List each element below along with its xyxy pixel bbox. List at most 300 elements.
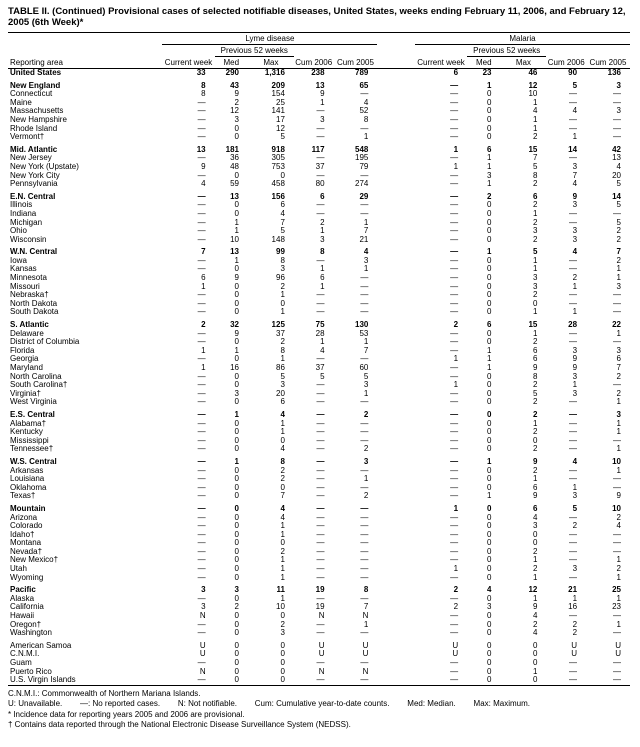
malaria-current-week-cell: 1 (453, 503, 459, 513)
lyme-cum-2006-cell: — (316, 565, 325, 574)
malaria-max-cell: 9 (532, 603, 538, 612)
lyme-cum-2005-cell: 1 (363, 218, 369, 227)
malaria-med-cell: 0 (487, 445, 492, 454)
malaria-max-cell: 2 (532, 398, 538, 407)
malaria-cum-2006-cell: 9 (572, 191, 578, 201)
lyme-cum-2006-cell: U (318, 650, 325, 659)
malaria-cum-2005-cell: — (613, 338, 621, 347)
malaria-med-cell: 0 (487, 612, 492, 621)
lyme-current-week-cell: 7 (201, 247, 206, 257)
malaria-current-week-cell: — (450, 364, 459, 372)
malaria-cum-2006-cell: — (569, 256, 578, 265)
malaria-cum-2005-cell: — (613, 475, 621, 484)
malaria-cum-2006-cell: 2 (572, 274, 578, 283)
lyme-max-cell: 20 (276, 389, 285, 398)
malaria-max-cell: 0 (532, 659, 538, 667)
lyme-cum-2005-cell: — (360, 539, 369, 548)
malaria-cum-2006-cell: 4 (572, 180, 578, 189)
malaria-current-week-cell: — (450, 291, 459, 300)
lyme-cum-2006-cell: — (316, 389, 325, 398)
lyme-current-week-cell: — (197, 389, 206, 398)
lyme-max-cell: 458 (271, 180, 285, 189)
malaria-cum-2006-cell: — (569, 90, 578, 99)
lyme-cum-2006-cell: — (316, 419, 325, 428)
lyme-cum-2005-cell: 5 (363, 372, 369, 381)
malaria-med-cell: 0 (487, 256, 492, 265)
lyme-current-week-cell: — (197, 115, 206, 124)
group-spacer-cell (377, 612, 415, 621)
lyme-max-cell: 209 (271, 80, 285, 90)
lyme-max-cell: 1 (280, 573, 285, 582)
lyme-cum-2006-cell: 1 (320, 227, 325, 236)
malaria-med-cell: 0 (487, 503, 492, 513)
malaria-max-cell: 2 (532, 218, 538, 227)
malaria-cum-2006-cell: — (569, 124, 578, 133)
table-row (8, 428, 630, 437)
lyme-current-week-cell: 3 (201, 585, 206, 595)
table-row (8, 227, 630, 236)
table-row (8, 274, 630, 283)
malaria-med-cell: 0 (487, 90, 492, 99)
malaria-cum-2006-cell: 3 (572, 235, 578, 244)
table-row (8, 668, 630, 677)
malaria-cum-2005-cell: 1 (616, 556, 621, 565)
malaria-med-cell: 2 (487, 191, 492, 201)
malaria-current-week-cell: — (450, 90, 459, 99)
table-row (8, 69, 630, 78)
malaria-cum-2005-cell: — (613, 530, 621, 539)
group-spacer-cell (377, 210, 415, 219)
group-spacer-cell (377, 355, 415, 364)
malaria-max-cell: 2 (532, 235, 538, 244)
lyme-cum-2005-cell: 52 (359, 107, 369, 116)
table-row (8, 621, 630, 630)
malaria-current-week-cell: — (450, 191, 459, 201)
malaria-cum-2005-cell: 5 (616, 201, 621, 210)
malaria-med-cell: 1 (487, 364, 492, 372)
malaria-cum-2006-cell: 3 (572, 227, 578, 236)
malaria-current-week-cell: — (450, 265, 459, 274)
lyme-cum-2005-cell: — (360, 503, 369, 513)
malaria-cum-2005-cell: — (613, 612, 621, 621)
lyme-max-cell: 2 (280, 466, 285, 475)
malaria-cum-2005-cell: — (613, 308, 621, 317)
malaria-cum-2005-cell: 1 (616, 419, 621, 428)
lyme-med-cell: 13 (230, 191, 239, 201)
lyme-med-cell: 3 (234, 585, 239, 595)
malaria-med-cell: 0 (487, 539, 492, 548)
lyme-cum-2006-cell: — (316, 171, 325, 180)
table-row (8, 330, 630, 339)
lyme-current-week-cell: — (197, 124, 206, 133)
lyme-current-week-cell: — (197, 291, 206, 300)
lyme-med-cell: 0 (234, 201, 239, 210)
reporting-area-cell: Montana (10, 539, 42, 548)
malaria-max-cell: 0 (532, 299, 538, 308)
malaria-current-week-cell: — (450, 676, 459, 685)
malaria-current-week-cell: 2 (453, 603, 459, 612)
malaria-med-cell: 1 (487, 80, 492, 90)
table-row (8, 420, 630, 429)
lyme-med-cell: 2 (234, 98, 239, 107)
group-spacer-cell (377, 364, 415, 373)
lyme-cum-2005-cell: 60 (359, 364, 369, 372)
malaria-cum-2005-cell: 2 (616, 256, 621, 265)
group-spacer-cell (377, 300, 415, 309)
malaria-med-cell: 0 (487, 522, 492, 531)
lyme-cum-2006-cell: — (316, 659, 325, 667)
lyme-current-week-cell: — (197, 503, 206, 513)
table-row (8, 484, 630, 493)
lyme-current-week-cell: — (197, 547, 206, 556)
malaria-cum-2005-cell: 2 (616, 372, 621, 381)
lyme-med-cell: 0 (234, 291, 239, 300)
malaria-max-cell: 12 (528, 80, 538, 90)
group-spacer-cell (377, 629, 415, 638)
malaria-cum-2005-cell: 7 (616, 247, 621, 257)
lyme-max-cell: 2 (280, 282, 285, 291)
table-row (8, 612, 630, 621)
table-row (8, 210, 630, 219)
malaria-max-cell: 0 (532, 676, 538, 685)
malaria-cum-2006-cell: — (569, 475, 578, 484)
malaria-med-cell: 1 (487, 492, 492, 501)
lyme-cum-2005-cell: — (360, 171, 369, 180)
malaria-med-cell: 0 (487, 329, 492, 338)
lyme-current-week-cell: 13 (196, 144, 206, 154)
group-spacer-cell (377, 189, 415, 202)
malaria-max-cell: 4 (532, 513, 538, 522)
lyme-max-cell: 753 (271, 162, 285, 171)
malaria-current-week-cell: — (450, 218, 459, 227)
malaria-current-week-cell: — (450, 107, 459, 116)
malaria-med-cell: 0 (487, 428, 492, 437)
lyme-cum-2006-cell: — (316, 530, 325, 539)
malaria-max-cell: 1 (532, 209, 538, 218)
malaria-max-cell: 2 (532, 409, 538, 419)
lyme-cum-2005-cell: — (360, 629, 369, 638)
reporting-area-cell: W.N. Central (10, 247, 58, 257)
lyme-max-cell: 2 (280, 338, 285, 347)
lyme-med-cell: 1 (234, 409, 239, 419)
table-row (8, 78, 630, 91)
malaria-cum-2006-cell: — (569, 612, 578, 621)
group-spacer-cell (377, 582, 415, 595)
reporting-area-cell: Wyoming (10, 573, 44, 582)
reporting-area-cell: Pacific (10, 585, 36, 595)
malaria-med-cell: 3 (487, 171, 492, 180)
lyme-current-week-cell: — (197, 594, 206, 603)
group-spacer-cell (377, 90, 415, 99)
reporting-area-cell: North Carolina (10, 372, 62, 381)
lyme-cum-2005-cell: — (360, 419, 369, 428)
lyme-med-cell: 0 (234, 372, 239, 381)
reporting-area-cell: Virginia† (10, 389, 41, 398)
lyme-max-cell: 0 (280, 612, 285, 621)
lyme-cum-2006-cell: — (316, 428, 325, 437)
group-spacer-cell (377, 308, 415, 317)
malaria-max-cell: 5 (532, 162, 538, 171)
lyme-max-cell: 3 (280, 265, 285, 274)
lyme-max-cell: 6 (280, 398, 285, 407)
malaria-med-cell: 0 (487, 338, 492, 347)
malaria-med-cell: 0 (487, 475, 492, 484)
malaria-max-cell: 0 (532, 436, 538, 445)
reporting-area-cell: Michigan (10, 218, 43, 227)
lyme-cum-2006-cell: 1 (320, 98, 325, 107)
malaria-cum-2006-cell: — (569, 676, 578, 685)
lyme-med-cell: 0 (234, 282, 239, 291)
lyme-cum-2005-cell: — (360, 483, 369, 492)
group-spacer-cell (377, 69, 415, 78)
lyme-max-cell: 0 (280, 650, 285, 659)
lyme-max-cell: 0 (280, 667, 285, 676)
reporting-area-cell: Maine (10, 98, 32, 107)
table-row (8, 398, 630, 407)
reporting-area-cell: Nevada† (10, 547, 43, 556)
lyme-med-cell: 16 (230, 364, 239, 372)
malaria-current-week-cell: — (450, 201, 459, 210)
malaria-cum-2006-cell: 3 (572, 346, 578, 355)
group-spacer-cell (377, 163, 415, 172)
col-header-lyme-cum-2006: Cum 2006 (294, 45, 334, 69)
footnote-provisional: * Incidence data for reporting years 2005 and 2006 are provisional. (8, 709, 245, 719)
group-spacer-cell (377, 257, 415, 266)
malaria-med-cell: 0 (487, 308, 492, 317)
malaria-med-cell: 0 (487, 436, 492, 445)
lyme-cum-2005-cell: 79 (359, 162, 369, 171)
lyme-max-cell: 99 (276, 247, 285, 257)
malaria-cum-2006-cell: U (571, 650, 578, 659)
lyme-cum-2005-cell: — (360, 201, 369, 210)
table-row (8, 539, 630, 548)
lyme-cum-2006-cell: U (318, 640, 325, 650)
reporting-area-cell: Missouri (10, 282, 40, 291)
group-spacer-cell (377, 467, 415, 476)
group-spacer-cell (377, 522, 415, 531)
malaria-med-cell: 0 (487, 659, 492, 667)
lyme-cum-2005-cell: — (360, 308, 369, 317)
malaria-cum-2005-cell: 1 (616, 594, 621, 603)
malaria-med-cell: 0 (487, 620, 492, 629)
malaria-cum-2005-cell: 5 (616, 218, 621, 227)
reporting-area-cell: New Jersey (10, 154, 52, 163)
group-spacer-cell (377, 116, 415, 125)
lyme-med-cell: 0 (234, 475, 239, 484)
lyme-current-week-cell: 2 (201, 320, 206, 330)
malaria-max-cell: 2 (532, 620, 538, 629)
lyme-cum-2005-cell: — (360, 90, 369, 99)
group-spacer-cell (377, 330, 415, 339)
reporting-area-cell: Illinois (10, 201, 33, 210)
lyme-current-week-cell: — (197, 659, 206, 667)
reporting-area-cell: South Dakota (10, 308, 59, 317)
reporting-area-cell: Utah (10, 565, 27, 574)
lyme-cum-2005-cell: 8 (363, 115, 369, 124)
malaria-cum-2005-cell: — (613, 539, 621, 548)
lyme-current-week-cell: — (197, 513, 206, 522)
reporting-area-cell: New Hampshire (10, 115, 67, 124)
malaria-cum-2005-cell: 2 (616, 235, 621, 244)
reporting-area-cell: Kentucky (10, 428, 43, 437)
malaria-cum-2005-cell: 42 (612, 144, 621, 154)
table-row (8, 347, 630, 356)
group-spacer-cell (377, 78, 415, 91)
reporting-area-cell: Maryland (10, 364, 43, 372)
lyme-med-cell: 0 (234, 466, 239, 475)
malaria-cum-2006-cell: 16 (568, 603, 578, 612)
lyme-cum-2005-cell: — (360, 428, 369, 437)
reporting-area-cell: North Dakota (10, 299, 58, 308)
reporting-area-cell: E.N. Central (10, 191, 56, 201)
lyme-cum-2006-cell: 6 (320, 274, 325, 283)
lyme-max-cell: 305 (271, 154, 285, 163)
malaria-med-cell: 0 (487, 594, 492, 603)
lyme-current-week-cell: 1 (201, 364, 206, 372)
reporting-area-cell: Louisiana (10, 475, 45, 484)
malaria-max-cell: 0 (532, 539, 538, 548)
malaria-current-week-cell: — (450, 659, 459, 667)
malaria-med-cell: 1 (487, 180, 492, 189)
lyme-current-week-cell: — (197, 107, 206, 116)
malaria-current-week-cell: — (450, 475, 459, 484)
lyme-cum-2006-cell: — (316, 398, 325, 407)
group-spacer-cell (377, 99, 415, 108)
reporting-area-cell: Pennsylvania (10, 180, 58, 189)
malaria-cum-2006-cell: 90 (568, 68, 578, 77)
lyme-med-cell: 0 (234, 629, 239, 638)
reporting-area-cell: S. Atlantic (10, 320, 49, 330)
lyme-med-cell: 48 (230, 162, 239, 171)
reporting-area-cell: Tennessee† (10, 445, 54, 454)
lyme-max-cell: 0 (280, 299, 285, 308)
lyme-med-cell: 59 (230, 180, 239, 189)
reporting-area-cell: California (10, 603, 44, 612)
disease-table (8, 32, 630, 686)
malaria-med-cell: 0 (487, 530, 492, 539)
lyme-current-week-cell: — (197, 191, 206, 201)
lyme-current-week-cell: — (197, 355, 206, 364)
lyme-max-cell: 8 (280, 256, 285, 265)
lyme-cum-2006-cell: 1 (320, 338, 325, 347)
lyme-max-cell: 12 (276, 124, 285, 133)
table-row (8, 407, 630, 420)
lyme-max-cell: 7 (280, 492, 285, 501)
malaria-max-cell: 4 (532, 629, 538, 638)
lyme-max-cell: 1 (280, 556, 285, 565)
malaria-max-cell: 2 (532, 445, 538, 454)
lyme-max-cell: 148 (271, 235, 285, 244)
malaria-cum-2006-cell: — (569, 338, 578, 347)
malaria-current-week-cell: — (450, 133, 459, 142)
malaria-cum-2006-cell: — (569, 556, 578, 565)
reporting-area-cell: South Carolina† (10, 381, 68, 390)
group-spacer-cell (377, 125, 415, 134)
group-spacer-cell (377, 621, 415, 630)
lyme-max-cell: 1,316 (264, 68, 285, 77)
malaria-max-cell: 2 (532, 180, 538, 189)
malaria-current-week-cell: 1 (453, 144, 459, 154)
lyme-cum-2006-cell: — (316, 547, 325, 556)
lyme-cum-2006-cell: — (316, 483, 325, 492)
malaria-current-week-cell: — (450, 180, 459, 189)
malaria-cum-2006-cell: 3 (572, 565, 578, 574)
reporting-area-cell: Florida (10, 346, 35, 355)
reporting-area-cell: W.S. Central (10, 456, 57, 466)
lyme-max-cell: 96 (276, 274, 285, 283)
lyme-cum-2006-cell: — (316, 539, 325, 548)
lyme-med-cell: 0 (234, 171, 239, 180)
malaria-cum-2006-cell: — (569, 209, 578, 218)
lyme-cum-2006-cell: 37 (315, 162, 325, 171)
malaria-max-cell: 2 (532, 133, 538, 142)
malaria-max-cell: 6 (532, 503, 538, 513)
reporting-area-cell: New York City (10, 171, 60, 180)
table-row (8, 603, 630, 612)
malaria-cum-2005-cell: 23 (612, 603, 621, 612)
group-spacer-cell (377, 317, 415, 330)
malaria-cum-2005-cell: 5 (616, 180, 621, 189)
malaria-current-week-cell: — (450, 573, 459, 582)
lyme-current-week-cell: — (197, 265, 206, 274)
malaria-current-week-cell: 1 (453, 381, 459, 390)
lyme-med-cell: 0 (234, 573, 239, 582)
malaria-med-cell: 1 (487, 154, 492, 163)
malaria-cum-2006-cell: — (569, 299, 578, 308)
malaria-cum-2005-cell: 3 (616, 80, 621, 90)
malaria-cum-2005-cell: 2 (616, 513, 621, 522)
lyme-cum-2005-cell: 1 (363, 389, 369, 398)
lyme-max-cell: 1 (280, 565, 285, 574)
lyme-current-week-cell: — (197, 466, 206, 475)
group-spacer-cell (377, 475, 415, 484)
malaria-cum-2005-cell: 1 (616, 398, 621, 407)
malaria-med-cell: 0 (487, 115, 492, 124)
malaria-current-week-cell: — (450, 419, 459, 428)
lyme-current-week-cell: — (197, 256, 206, 265)
malaria-cum-2006-cell: — (569, 513, 578, 522)
lyme-cum-2006-cell: — (316, 676, 325, 685)
malaria-current-week-cell: — (450, 445, 459, 454)
lyme-cum-2005-cell: N (362, 667, 369, 676)
lyme-cum-2005-cell: — (360, 274, 369, 283)
table-row (8, 300, 630, 309)
table-row (8, 659, 630, 668)
malaria-cum-2005-cell: — (613, 659, 621, 667)
lyme-med-cell: 3 (234, 115, 239, 124)
malaria-current-week-cell: — (450, 329, 459, 338)
lyme-cum-2005-cell: 1 (363, 133, 369, 142)
malaria-current-week-cell: — (450, 620, 459, 629)
table-row (8, 99, 630, 108)
lyme-cum-2005-cell: 29 (359, 191, 369, 201)
group-spacer-cell (377, 484, 415, 493)
lyme-max-cell: 0 (280, 436, 285, 445)
group-spacer-cell (377, 172, 415, 181)
malaria-max-cell: 1 (532, 256, 538, 265)
malaria-cum-2006-cell: U (571, 640, 578, 650)
malaria-cum-2005-cell: — (613, 483, 621, 492)
malaria-max-cell: 6 (532, 346, 538, 355)
reporting-area-cell: New England (10, 80, 61, 90)
malaria-current-week-cell: — (450, 398, 459, 407)
malaria-max-cell: 0 (532, 650, 538, 659)
malaria-cum-2005-cell: 1 (616, 428, 621, 437)
table-row (8, 638, 630, 651)
lyme-cum-2005-cell: 1 (363, 620, 369, 629)
lyme-cum-2005-cell: — (360, 556, 369, 565)
lyme-cum-2006-cell: — (316, 299, 325, 308)
